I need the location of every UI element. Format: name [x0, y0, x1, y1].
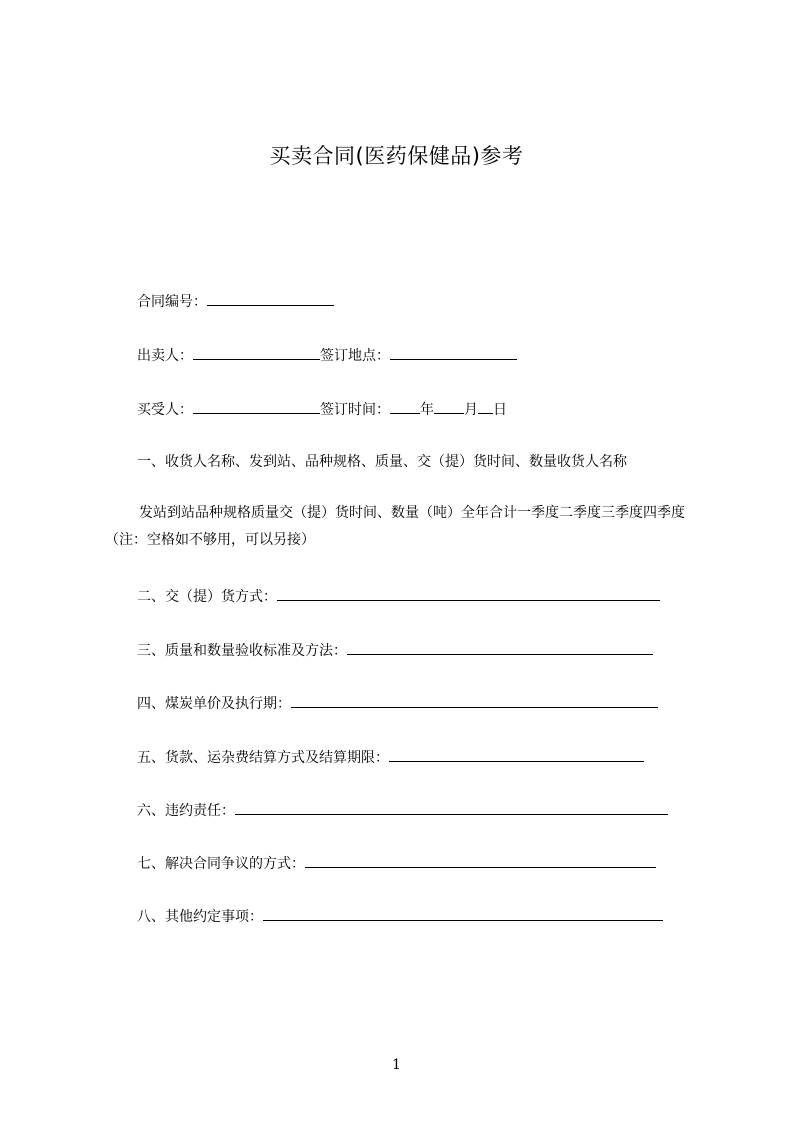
day-label: 日: [493, 402, 507, 418]
buyer-blank: [193, 398, 320, 414]
year-label: 年: [420, 402, 434, 418]
clause-3-label: 三、质量和数量验收标准及方法：: [137, 643, 347, 659]
clause-1-detail: 发站到站品种规格质量交（提）货时间、数量（吨）全年合计一季度二季度三季度四季度（注：空格如不够用，可以另接）: [105, 505, 685, 548]
document-title: 买卖合同(医药保健品)参考: [269, 144, 524, 168]
month-blank: [434, 398, 464, 414]
clause-3-blank: [347, 639, 653, 655]
clause-8-label: 八、其他约定事项：: [137, 909, 263, 925]
clause-2-line: [137, 585, 660, 607]
sign-place-blank: [390, 344, 517, 360]
clause-1: 一、收货人名称、发到站、品种规格、质量、交（提）货时间、数量收货人名称: [137, 454, 627, 470]
clause-7-label: 七、解决合同争议的方式：: [137, 856, 305, 872]
clause-8-blank: [263, 905, 663, 921]
month-label: 月: [464, 402, 478, 418]
buyer-line: [137, 398, 507, 420]
contract-number-label: 合同编号：: [137, 294, 207, 310]
day-blank: [478, 398, 493, 414]
clause-6-line: [137, 799, 668, 821]
clause-2-blank: [277, 585, 660, 601]
clause-7-line: [137, 852, 656, 874]
sign-time-label: 签订时间：: [320, 402, 390, 418]
page-number: 1: [392, 1057, 401, 1073]
clause-3-line: [137, 639, 653, 661]
clause-2-label: 二、交（提）货方式：: [137, 589, 277, 605]
year-blank: [390, 398, 420, 414]
seller-label: 出卖人：: [137, 348, 193, 364]
clause-6-blank: [235, 799, 668, 815]
sign-place-label: 签订地点：: [320, 348, 390, 364]
clause-4-line: [137, 692, 658, 714]
clause-5-label: 五、货款、运杂费结算方式及结算期限：: [137, 750, 389, 766]
buyer-label: 买受人：: [137, 402, 193, 418]
clause-5-blank: [389, 746, 644, 762]
clause-8-line: [137, 905, 663, 927]
clause-5-line: [137, 746, 644, 768]
clause-4-label: 四、煤炭单价及执行期：: [137, 696, 291, 712]
seller-line: [137, 344, 517, 366]
clause-7-blank: [305, 852, 656, 868]
seller-blank: [193, 344, 320, 360]
clause-6-label: 六、违约责任：: [137, 803, 235, 819]
contract-number-blank: [207, 290, 334, 306]
clause-4-blank: [291, 692, 658, 708]
contract-number-line: [137, 290, 334, 312]
